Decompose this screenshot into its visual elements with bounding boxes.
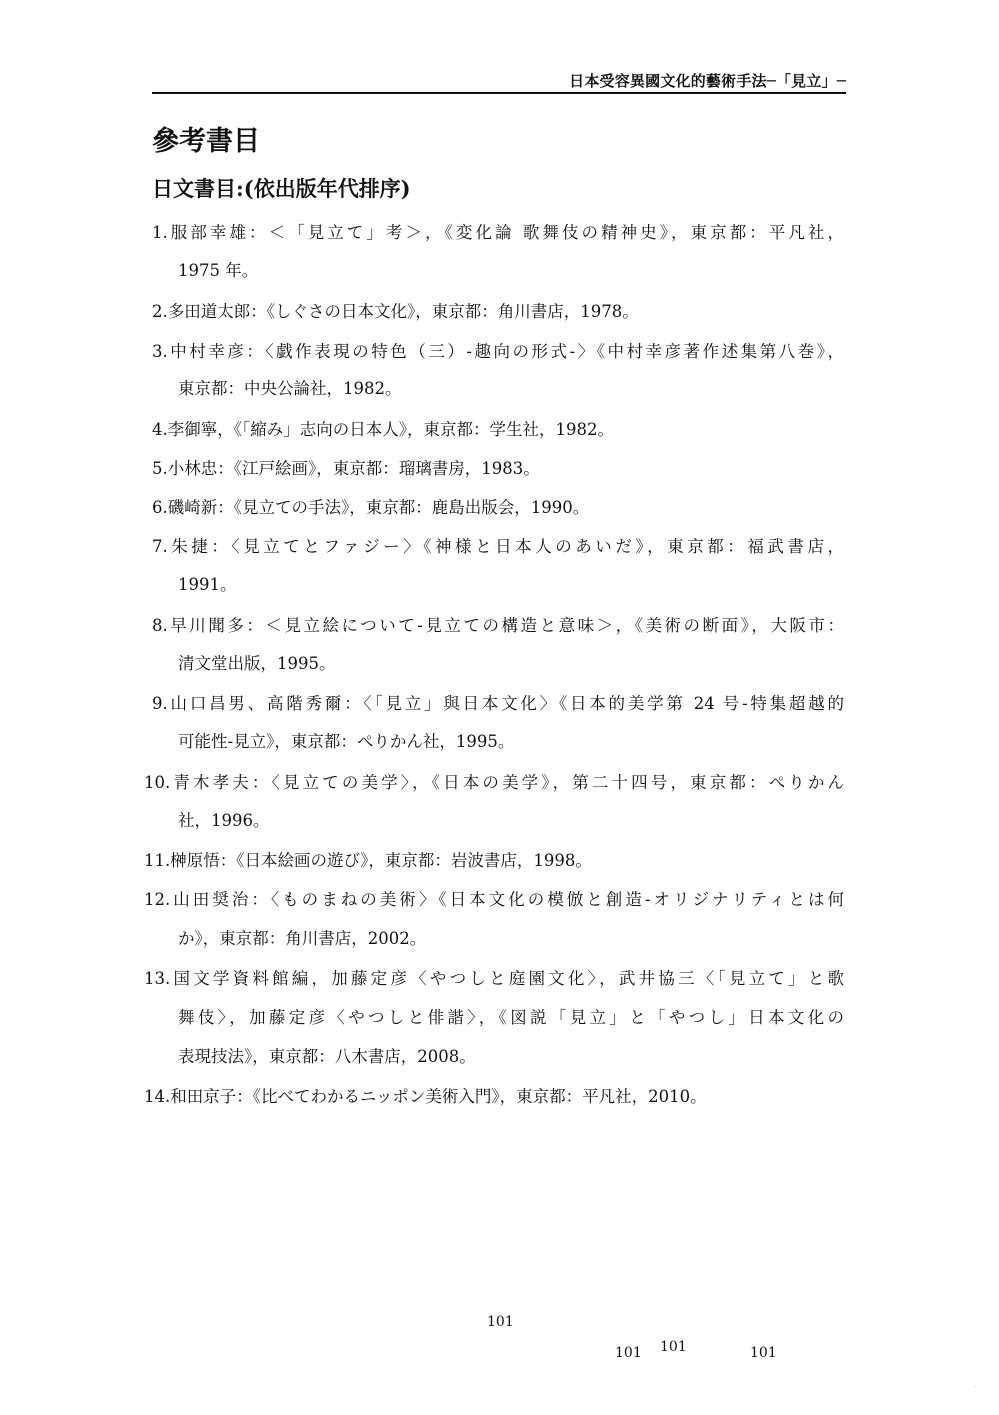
bib-entry-number: 4. [152,420,168,439]
bib-entry-line [152,497,589,519]
bib-entry-line [152,419,614,441]
bib-entry-text: 和田京子：《比べてわかるニッポン美術入門》，東京都：平凡社，2010。 [170,1087,707,1106]
bib-entry-text: 早川聞多：＜見立絵について-見立ての構造と意味＞，《美術の断面》，大阪市： [167,616,844,635]
page-title: 參考書目 [152,126,260,157]
bib-entry-text: 服部幸雄：＜「見立て」考＞，《変化論 歌舞伎の精神史》，東京都：平凡社， [167,223,844,242]
bib-entry-line [144,1086,707,1108]
footer-number: 101 [615,1345,642,1361]
bib-entry-text: 磯崎新：《見立ての手法》，東京都：鹿島出版会，1990。 [167,498,590,517]
bib-entry-text: 青木孝夫：〈見立ての美学〉，《日本の美学》，第二十四号，東京都：ぺりかん [170,773,844,792]
bib-entry-number: 14. [144,1087,171,1106]
bib-entry-number: 9. [152,694,168,713]
bib-entry-number: 1. [152,223,168,242]
bib-entry-number: 6. [152,498,168,517]
section-heading-main: 日文書目 [152,177,236,201]
bib-entry-line: 表現技法》，東京都：八木書店，2008。 [178,1047,476,1066]
bib-entry-number: 5. [152,459,168,478]
bib-entry-number: 7. [152,537,168,556]
bib-entry-text: 榊原悟：《日本絵画の遊び》，東京都：岩波書店，1998。 [170,851,592,870]
bib-entry-text: 多田道太郎：《しぐさの日本文化》，東京都：角川書店，1978。 [167,302,639,321]
bib-entry-line [144,968,844,990]
bib-entry-line [152,341,844,363]
bib-entry-line [152,222,844,244]
bib-entry-line: 社，1996。 [178,811,270,830]
bib-entry-number: 11. [144,851,171,870]
bib-entry-line [152,458,540,480]
section-heading-note: :(依出版年代排序) [236,176,411,201]
page-number: 101 [487,1314,514,1330]
bib-entry-line: 1975 年。 [178,261,259,280]
bib-entry-number: 10. [144,773,171,792]
bib-entry-line: か》，東京都：角川書店，2002。 [178,929,427,948]
bib-entry-line: 清文堂出版，1995。 [178,654,336,673]
bib-entry-line [152,301,639,323]
running-header: 日本受容異國文化的藝術手法─「見立」─ [569,72,846,90]
footer-number: 101 [750,1345,777,1361]
bib-entry-line [144,889,844,911]
bib-entry-line [144,850,592,872]
bib-entry-text: 山口昌男、高階秀爾：〈「見立」與日本文化〉《日本的美学第 24 号-特集超越的 [167,694,844,713]
footer-number: 101 [660,1339,687,1355]
bib-entry-line: 舞伎〉，加藤定彦〈やつしと俳諧〉，《図説「見立」と「やつし」日本文化の [178,1008,844,1027]
scan-speck-icon: · [973,1380,977,1394]
bib-entry-line: 1991。 [178,575,237,594]
bib-entry-line [152,536,844,558]
bib-entry-text: 山田奨治：〈ものまねの美術〉《日本文化の模倣と創造-オリジナリティとは何 [170,890,844,909]
bib-entry-number: 3. [152,342,168,361]
bib-entry-line [152,615,844,637]
bib-entry-text: 朱捷：〈見立てとファジー〉《神様と日本人のあいだ》，東京都：福武書店， [167,537,844,556]
bib-entry-line: 東京都：中央公論社，1982。 [178,379,402,398]
bib-entry-line [152,693,844,715]
bib-entry-line: 可能性-見立》，東京都：ぺりかん社，1995。 [178,732,515,751]
bib-entry-number: 8. [152,616,168,635]
bib-entry-line [144,772,844,794]
bib-entry-number: 13. [144,969,171,988]
bib-entry-number: 12. [144,890,171,909]
bib-entry-number: 2. [152,302,168,321]
bib-entry-text: 小林忠：《江戸絵画》，東京都：瑠璃書房，1983。 [167,459,540,478]
bib-entry-text: 国文学資料館編，加藤定彦〈やつしと庭園文化〉，武井協三〈「見立て」と歌 [170,969,844,988]
bib-entry-text: 中村幸彦：〈戯作表現の特色（三）-趣向の形式-〉《中村幸彦著作述集第八巻》， [167,342,844,361]
bib-entry-text: 李御寧，《「縮み」志向の日本人》，東京都：学生社，1982。 [167,420,614,439]
